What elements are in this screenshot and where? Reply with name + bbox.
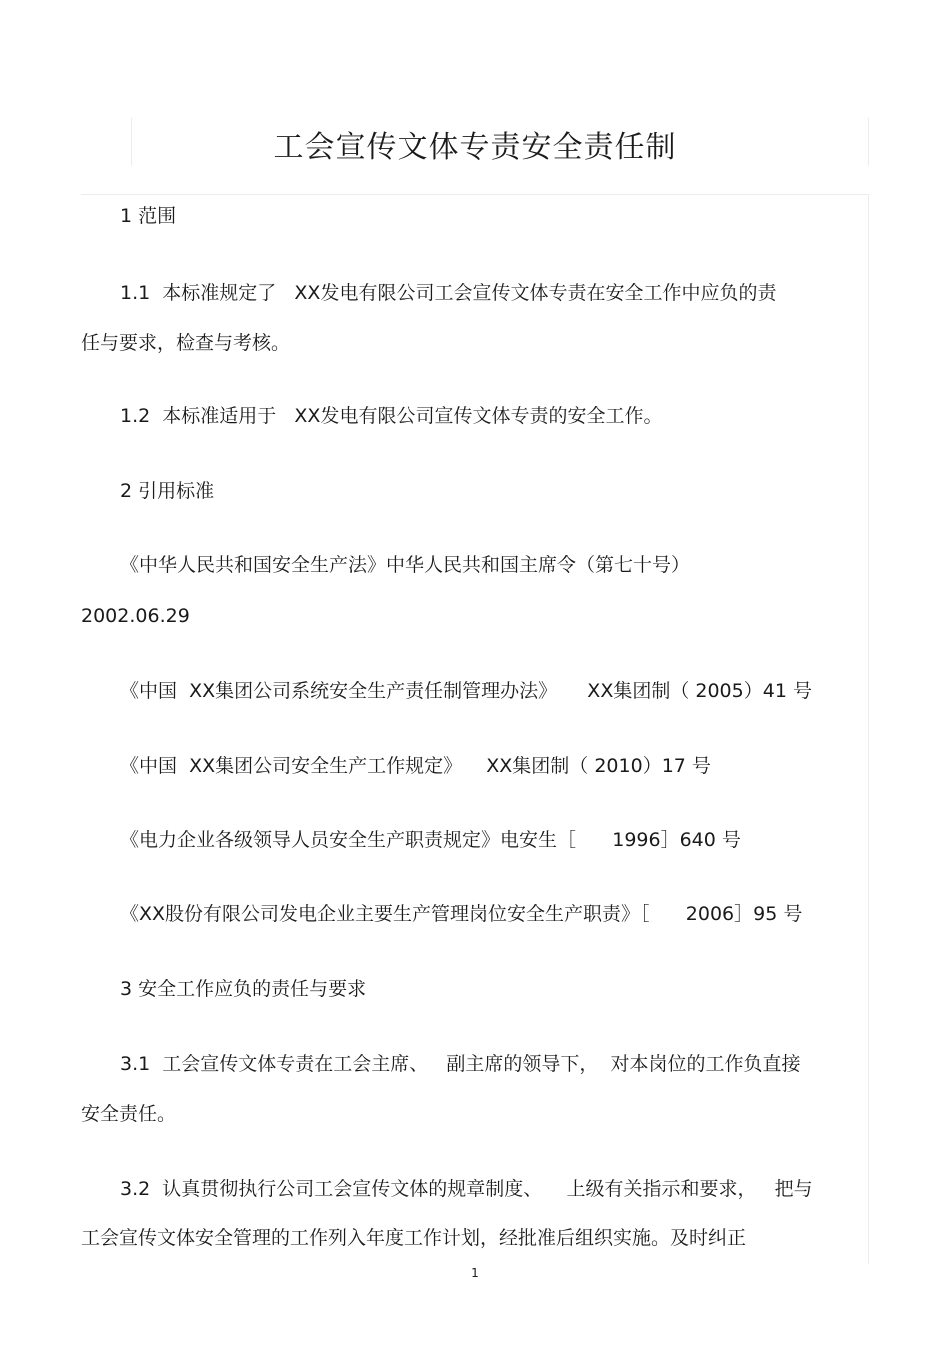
section-heading-responsibilities: 3 安全工作应负的责任与要求 (120, 978, 367, 1000)
content-frame-right (868, 194, 869, 1264)
content-frame-top (81, 194, 869, 195)
section-heading-scope: 1 范围 (120, 205, 177, 227)
page-number: 1 (471, 1266, 479, 1280)
reference-4: 《电力企业各级领导人员安全生产职责规定》电安生［ 1996］640 号 (120, 829, 741, 851)
reference-3: 《中国 XX集团公司安全生产工作规定》 XX集团制（ 2010）17 号 (120, 755, 711, 777)
clause-3-1: 3.1 工会宣传文体专责在工会主席、 副主席的领导下， 对本岗位的工作负直接 (120, 1053, 801, 1075)
reference-5: 《XX股份有限公司发电企业主要生产管理岗位安全生产职责》［ 2006］95 号 (120, 903, 803, 925)
section-heading-references: 2 引用标准 (120, 480, 215, 502)
clause-1-1: 1.1 本标准规定了 XX发电有限公司工会宣传文体专责在安全工作中应负的责 (120, 282, 777, 304)
document-title: 工会宣传文体专责安全责任制 (273, 130, 677, 165)
clause-3-1-continued: 安全责任。 (81, 1103, 177, 1125)
reference-2: 《中国 XX集团公司系统安全生产责任制管理办法》 XX集团制（ 2005）41 号 (120, 680, 812, 702)
reference-1: 《中华人民共和国安全生产法》中华人民共和国主席令（第七十号） (120, 554, 691, 576)
clause-1-2: 1.2 本标准适用于 XX发电有限公司宣传文体专责的安全工作。 (120, 405, 663, 427)
clause-3-2-continued: 工会宣传文体安全管理的工作列入年度工作计划，经批准后组织实施。及时纠正 (81, 1227, 747, 1249)
clause-1-1-continued: 任与要求，检查与考核。 (81, 332, 291, 354)
clause-3-2: 3.2 认真贯彻执行公司工会宣传文体的规章制度、 上级有关指示和要求， 把与 (120, 1178, 813, 1200)
reference-1-date: 2002.06.29 (81, 605, 190, 627)
